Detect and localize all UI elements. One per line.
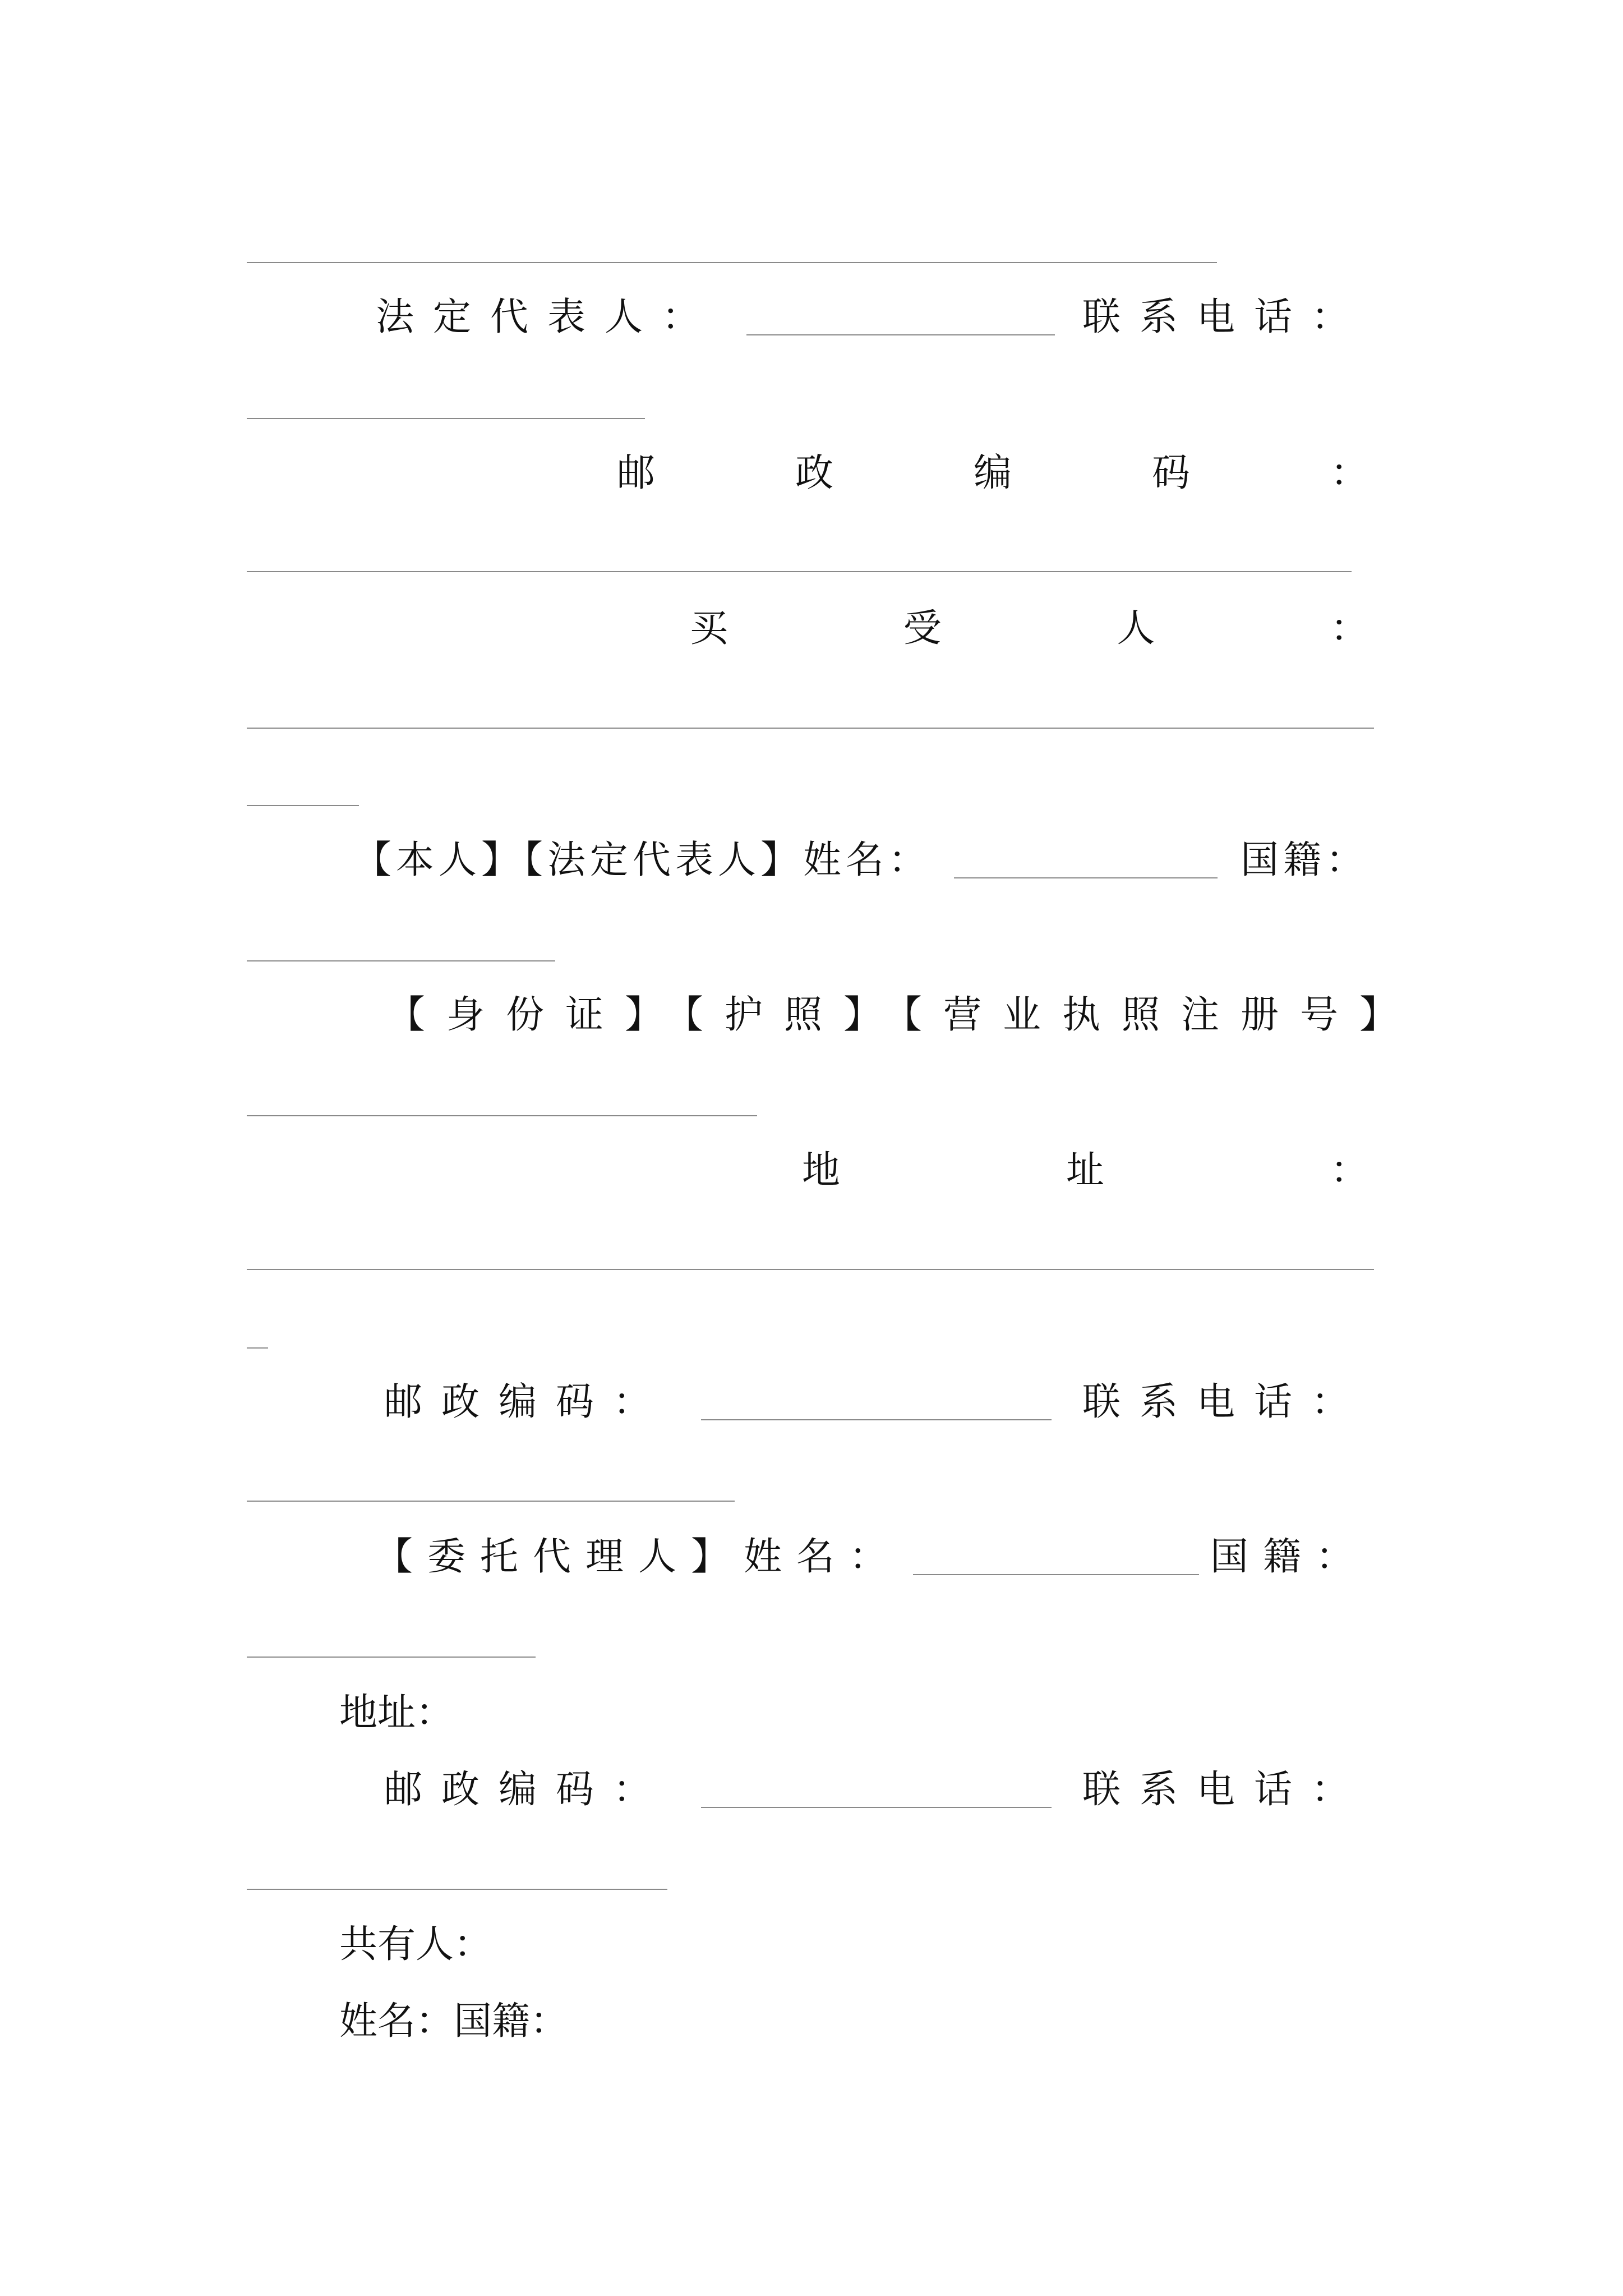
buyer-title-char: 买 xyxy=(690,606,728,651)
phone-label: 联系电话： xyxy=(1082,295,1368,339)
agent-address-label: 地址： xyxy=(339,1691,454,1735)
agent-phone-field[interactable] xyxy=(247,1889,667,1890)
buyer-name-field[interactable] xyxy=(954,877,1218,878)
agent-nationality-field[interactable] xyxy=(247,1657,536,1658)
agent-postcode-label: 邮政编码： xyxy=(384,1768,671,1812)
co-owner-title: 共有人： xyxy=(339,1922,492,1967)
legal-rep-field[interactable] xyxy=(746,334,1055,335)
buyer-postcode-field[interactable] xyxy=(701,1419,1052,1420)
agent-nationality-label: 国籍： xyxy=(1210,1535,1368,1579)
buyer-field[interactable] xyxy=(247,728,1374,729)
buyer-title-char: 人 xyxy=(1117,606,1155,651)
buyer-postcode-row xyxy=(384,1380,1368,1424)
address-colon: ： xyxy=(1330,1148,1368,1193)
fill-line[interactable] xyxy=(247,262,1217,263)
postcode-colon: ： xyxy=(1330,451,1368,495)
buyer-phone-label: 联系电话： xyxy=(1082,1380,1368,1424)
buyer-phone-field[interactable] xyxy=(247,1501,735,1502)
seller-postcode-row xyxy=(617,451,1368,495)
legal-rep-label: 法定代表人： xyxy=(376,295,720,339)
buyer-postcode-label: 邮政编码： xyxy=(384,1380,671,1424)
buyer-title-colon: ： xyxy=(1330,606,1368,651)
agent-phone-label: 联系电话： xyxy=(1082,1768,1368,1812)
postcode-char: 编 xyxy=(973,451,1012,495)
buyer-address-field-continued[interactable] xyxy=(247,1347,268,1349)
agent-name-row xyxy=(375,1535,1368,1579)
buyer-id-field[interactable] xyxy=(247,1115,757,1116)
agent-name-label: 【委托代理人】姓名： xyxy=(375,1535,902,1579)
phone-field[interactable] xyxy=(247,418,645,419)
address-char: 址 xyxy=(1066,1148,1104,1193)
buyer-nationality-field[interactable] xyxy=(247,960,555,961)
postcode-char: 邮 xyxy=(617,451,656,495)
buyer-name-row xyxy=(353,838,1368,882)
postcode-char: 政 xyxy=(795,451,833,495)
seller-legal-rep-row xyxy=(376,295,1368,339)
buyer-address-field[interactable] xyxy=(247,1269,1374,1270)
buyer-nationality-label: 国籍： xyxy=(1240,838,1368,882)
buyer-id-types: 【身份证】【护照】【营业执照注册号】 xyxy=(387,993,1419,1037)
buyer-address-row xyxy=(802,1148,1368,1193)
buyer-field-continued[interactable] xyxy=(247,805,359,806)
buyer-name-label: 【本人】【法定代表人】姓名： xyxy=(353,838,932,882)
agent-postcode-row xyxy=(384,1768,1368,1812)
co-owner-name-nationality: 姓名：国籍： xyxy=(339,1999,569,2044)
agent-name-field[interactable] xyxy=(913,1574,1199,1575)
address-char: 地 xyxy=(802,1148,841,1193)
postcode-char: 码 xyxy=(1151,451,1190,495)
postcode-field[interactable] xyxy=(247,571,1352,572)
buyer-title-char: 受 xyxy=(903,606,942,651)
buyer-title-row xyxy=(690,606,1368,651)
agent-postcode-field[interactable] xyxy=(701,1807,1052,1808)
